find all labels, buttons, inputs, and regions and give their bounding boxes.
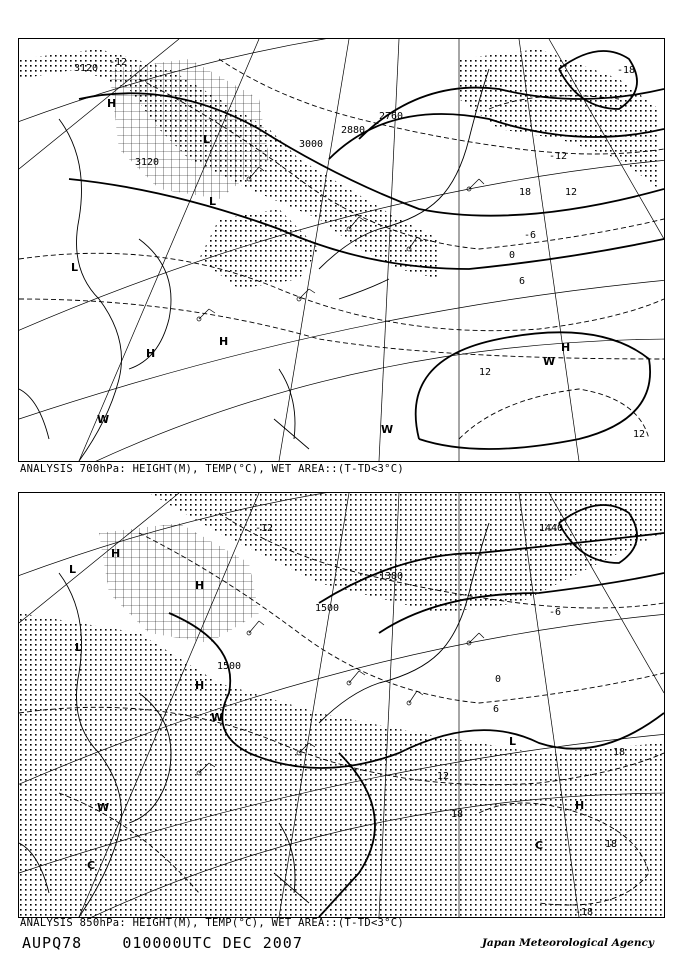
temperature-label: -12: [109, 57, 128, 68]
temperature-label: -12: [549, 151, 568, 162]
height-label: 1380: [379, 571, 404, 582]
temperature-label: 0: [509, 250, 516, 261]
pressure-center-label: L: [75, 641, 83, 654]
temperature-label: 18: [519, 187, 532, 198]
temperature-label: -12: [255, 523, 274, 534]
temperature-label: 18: [451, 809, 464, 820]
pressure-center-label: H: [561, 341, 571, 354]
temperature-label: 12: [437, 771, 450, 782]
pressure-center-label: C: [535, 839, 544, 852]
temperature-label: 18: [613, 747, 626, 758]
pressure-center-label: H: [146, 347, 156, 360]
pressure-center-label: C: [87, 859, 96, 872]
wet-area-shading: [19, 49, 659, 289]
map-700hpa-graphic: [19, 39, 664, 461]
height-label: 3120: [74, 63, 99, 74]
pressure-center-label: W: [211, 711, 224, 724]
height-label: 3120: [135, 157, 160, 168]
chart-code: AUPQ78: [22, 934, 83, 952]
temperature-label: 12: [565, 187, 578, 198]
pressure-center-label: L: [69, 563, 77, 576]
pressure-center-label: L: [209, 195, 217, 208]
pressure-center-label: L: [203, 133, 211, 146]
temperature-label: -18: [575, 907, 594, 917]
temperature-label: 18: [605, 839, 618, 850]
pressure-center-label: W: [381, 423, 394, 436]
temperature-label: -6: [524, 230, 537, 241]
temperature-label: 12: [633, 429, 646, 440]
height-label: 2760: [379, 111, 404, 122]
temperature-label: 6: [519, 276, 526, 287]
height-label: 1500: [217, 661, 242, 672]
height-label: 1500: [315, 603, 340, 614]
panel-caption-850hpa: ANALYSIS 850hPa: HEIGHT(M), TEMP(°C), WET AREA::(T-TD<3°C): [20, 917, 405, 929]
temperature-label: 12: [479, 367, 492, 378]
chart-code-and-time: [22, 934, 303, 952]
pressure-center-label: L: [71, 261, 79, 274]
height-label: 1440: [539, 523, 564, 534]
pressure-center-label: W: [543, 355, 556, 368]
valid-time: 010000UTC DEC 2007: [122, 934, 303, 952]
pressure-center-label: H: [575, 799, 585, 812]
temperature-label: 6: [493, 704, 500, 715]
temperature-label: -6: [549, 607, 562, 618]
temperature-label: 0: [495, 674, 502, 685]
map-850hpa-graphic: [19, 493, 664, 917]
height-label: 3000: [299, 139, 324, 150]
pressure-center-label: W: [97, 801, 110, 814]
agency-name: Japan Meteorological Agency: [481, 937, 654, 949]
pressure-center-label: H: [219, 335, 229, 348]
panel-caption-700hpa: ANALYSIS 700hPa: HEIGHT(M), TEMP(°C), WET AREA::(T-TD<3°C): [20, 463, 405, 475]
map-panel-850hpa: [18, 492, 665, 918]
pressure-center-label: H: [195, 579, 205, 592]
pressure-center-label: H: [111, 547, 121, 560]
pressure-center-label: H: [107, 97, 117, 110]
pressure-center-label: W: [97, 413, 110, 426]
temperature-label: -18: [617, 65, 636, 76]
pressure-center-label: L: [509, 735, 517, 748]
map-panel-700hpa: [18, 38, 665, 462]
height-label: 2880: [341, 125, 366, 136]
pressure-center-label: H: [195, 679, 205, 692]
